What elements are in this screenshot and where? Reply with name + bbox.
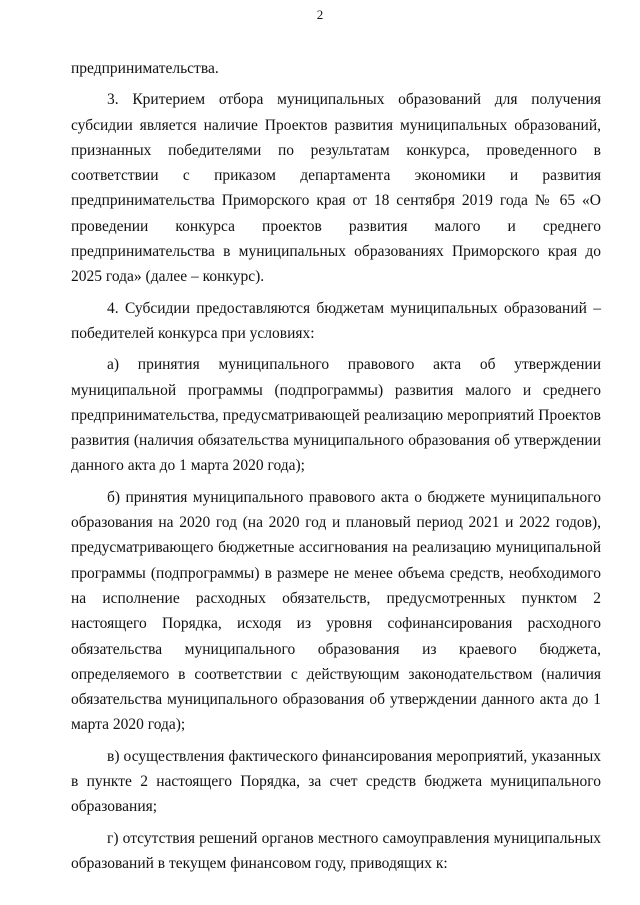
document-body [71,56,601,882]
page-number: 2 [316,7,324,22]
paragraph-subitem-b: б) принятия муниципального правового акта о бюджете муниципального образования на 2020 год (на 2020 год и плановый период 2021 и 2022 годов), предусматривающего бюджетные ассигнования на реализацию муниципальной программы (подпрограммы) в размере не менее объема средств, необходимого на исполнение расходных обязательств, предусмотренных пунктом 2 настоящего Порядка, исходя из уровня софинансирования расходного обязательства муниципального образования из краевого бюджета, определяемого в соответствии с действующим законодательством (наличия обязательства муниципального образования об утверждении данного акта до 1 марта 2020 года); [71,488,601,734]
paragraph-subitem-a: а) принятия муниципального правового акта об утверждении муниципальной программы (подпрограммы) развития малого и среднего предпринимательства, предусматривающей реализацию мероприятий Проектов развития (наличия обязательства муниципального образования об утверждении данного акта до 1 марта 2020 года); [71,356,601,475]
paragraph-subitem-g: г) отсутствия решений органов местного самоуправления муниципальных образований в текущем финансовом году, приводящих к: [71,829,601,872]
paragraph-item-4: 4. Субсидии предоставляются бюджетам муниципальных образований – победителей конкурса при условиях: [71,299,601,342]
paragraph-item-3: 3. Критерием отбора муниципальных образований для получения субсидии является наличие Проектов развития муниципальных образований, признанных победителями по результатам конкурса, проведенного в соответствии с приказом департамента экономики и развития предпринимательства Приморского края от 18 сентября 2019 года № 65 «О проведении конкурса проектов развития малого и среднего предпринимательства в муниципальных образованиях Приморского края до 2025 года» (далее – конкурс). [71,91,601,286]
paragraph-subitem-v: в) осуществления фактического финансирования мероприятий, указанных в пункте 2 настоящего Порядка, за счет средств бюджета муниципального образования; [71,747,601,816]
paragraph-continuation: предпринимательства. [71,60,219,77]
